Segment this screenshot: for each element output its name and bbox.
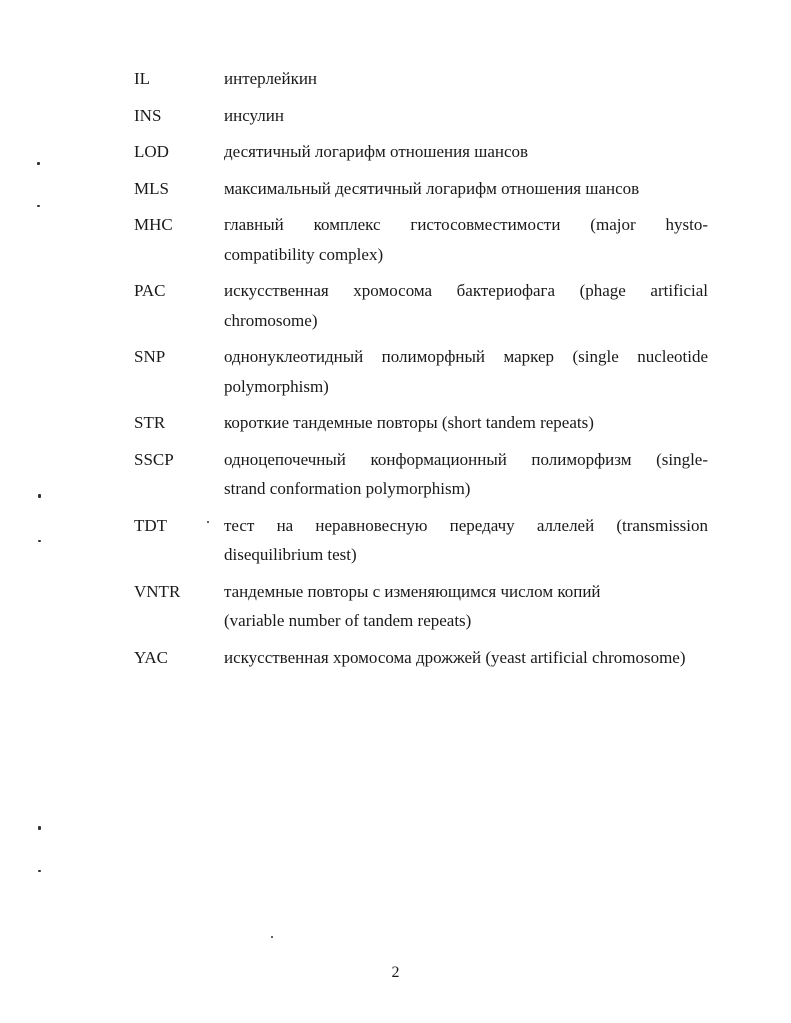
definition-line: короткие тандемные повторы (short tandem repeats) [224,413,594,432]
abbreviation-definition [224,643,708,673]
abbreviation-entry-pac [134,276,708,335]
abbreviation-definition [224,342,708,401]
abbreviation-term: VNTR [134,581,181,601]
scan-speck [37,205,40,207]
abbreviation-term: TDT [134,515,168,535]
abbreviation-entry-yac [134,643,708,673]
abbreviation-entry-str [134,408,708,438]
abbreviation-definition [224,445,708,504]
abbreviation-entry-il [134,64,708,94]
abbreviation-term: IL [134,69,151,88]
definition-line: strand conformation polymorphism) [224,479,471,498]
abbreviation-definition [224,64,708,94]
abbreviation-entry-sscp [134,445,708,504]
abbreviation-definition [224,137,708,167]
abbreviation-entry-lod [134,137,708,167]
scan-speck [207,521,209,523]
definition-line: искусственная хромосома дрожжей (yeast artificial chromosome) [224,647,686,667]
abbreviation-definition [224,577,708,636]
abbreviation-term: MLS [134,178,169,198]
abbreviation-term: INS [134,105,162,125]
abbreviation-entry-snp [134,342,708,401]
definition-line: compatibility complex) [224,244,384,264]
definition-line: disequilibrium test) [224,545,357,564]
abbreviation-term: PAC [134,281,166,300]
abbreviation-entry-ins [134,101,708,131]
definition-line: тест на неравновесную передачу аллелей (transmission [224,515,708,535]
scan-speck [271,936,273,938]
abbreviation-entry-vntr [134,577,708,636]
abbreviation-definition [224,408,708,438]
abbreviation-entry-mhc [134,210,708,269]
definition-line: тандемные повторы с изменяющимся числом копий [224,581,601,601]
page-number: 2 [391,964,400,981]
scan-speck [38,826,41,830]
abbreviation-entry-tdt [134,511,708,570]
abbreviation-term: STR [134,413,166,432]
definition-line: искусственная хромосома бактериофага (phage artificial [224,281,708,300]
abbreviation-definition [224,511,708,570]
scan-speck [38,494,41,498]
definition-line: (variable number of tandem repeats) [224,611,472,630]
abbreviation-definition [224,174,708,204]
abbreviation-term: SNP [134,347,166,366]
definition-line: однонуклеотидный полиморфный маркер (single nucleotide [224,347,708,366]
definition-line: polymorphism) [224,376,329,396]
definition-line: одноцепочечный конформационный полиморфизм (single- [224,449,708,469]
definition-line: максимальный десятичный логарифм отношения шансов [224,178,640,198]
abbreviation-term: MHC [134,215,173,234]
definition-line: десятичный логарифм отношения шансов [224,142,529,161]
abbreviation-term: SSCP [134,449,174,469]
definition-line: главный комплекс гистосовместимости (major hysto- [224,215,708,234]
definition-line: инсулин [224,105,284,125]
abbreviation-entry-mls [134,174,708,204]
abbreviation-definition [224,276,708,335]
scan-speck [38,540,41,542]
abbreviation-term: LOD [134,142,169,161]
scan-speck [37,162,40,165]
definition-line: chromosome) [224,310,318,330]
abbreviation-list [134,64,708,679]
definition-line: интерлейкин [224,69,318,88]
scan-speck [38,870,41,872]
abbreviation-term: YAC [134,647,169,667]
abbreviation-definition [224,101,708,131]
abbreviation-definition [224,210,708,269]
